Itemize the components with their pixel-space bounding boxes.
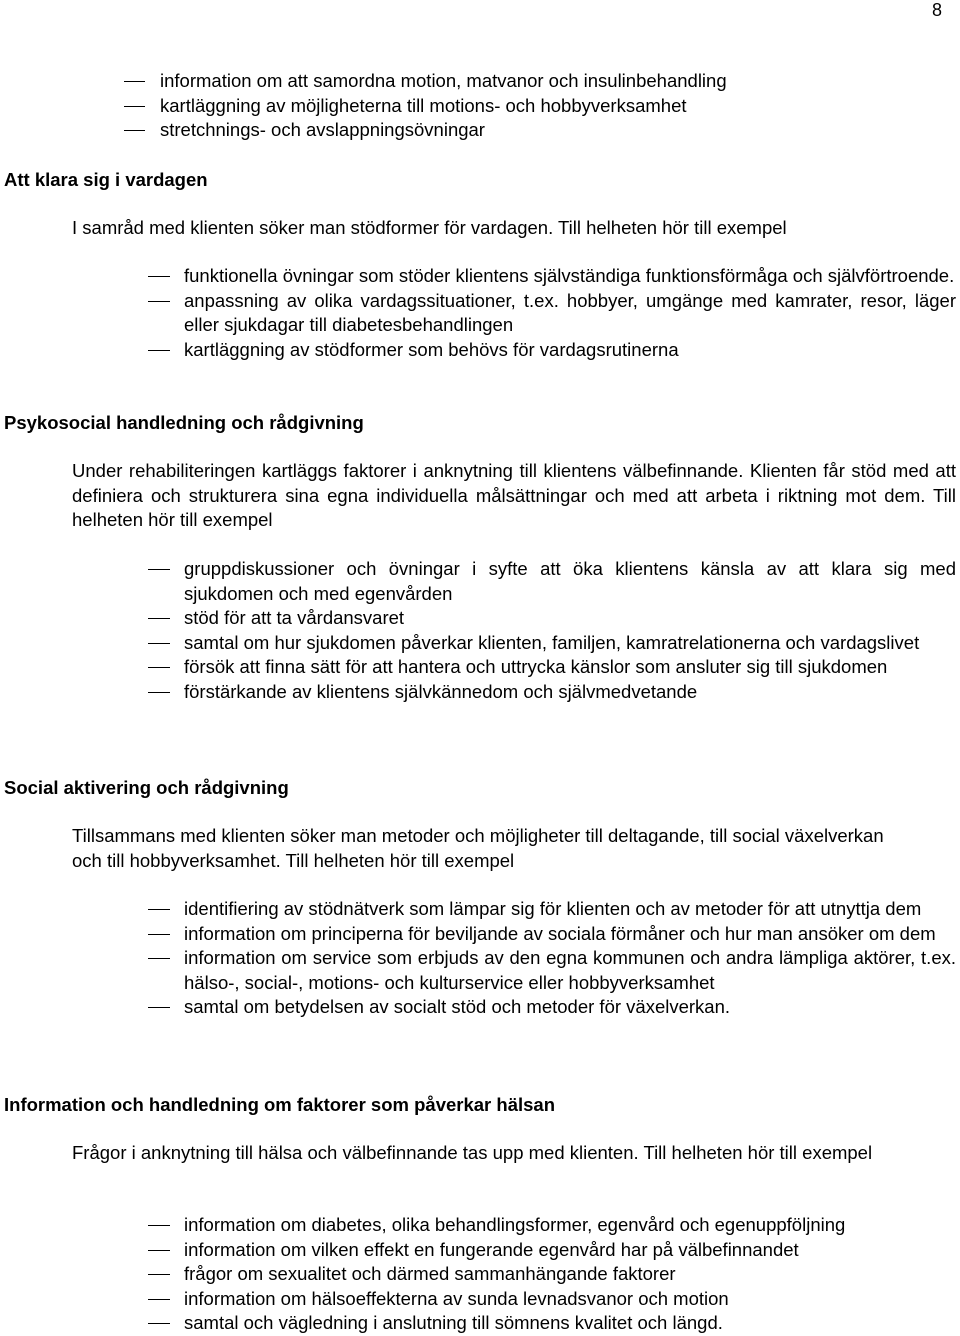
list-item-text: information om principerna för beviljande av sociala förmåner och hur man ansöker om dem [184, 922, 936, 944]
list-item [0, 1287, 956, 1312]
section-paragraph: Frågor i anknytning till hälsa och välbefinnande tas upp med klienten. Till helheten hör till exempel [72, 1142, 873, 1163]
list-item [0, 655, 956, 680]
dash-bullet [148, 667, 170, 668]
section-heading: Social aktivering och rådgivning [4, 777, 289, 798]
dash-bullet [148, 1007, 170, 1008]
list-item [0, 289, 956, 338]
list-item [0, 1311, 956, 1336]
section-list [0, 897, 956, 1020]
section-list [0, 264, 956, 362]
list-item [0, 606, 956, 631]
list-item [0, 1213, 956, 1238]
list-item-text: information om hälsoeffekterna av sunda levnadsvanor och motion [184, 1287, 729, 1309]
list-item-text: gruppdiskussioner och övningar i syfte att öka klientens känsla av att klara sig med sjukdomen och med egenvården [184, 558, 956, 604]
list-item [0, 995, 956, 1020]
list-item-text: samtal om hur sjukdomen påverkar klienten, familjen, kamratrelationerna och vardagslivet [184, 631, 920, 653]
section-list [0, 557, 956, 704]
list-item-text: samtal om betydelsen av socialt stöd och metoder för växelverkan. [184, 996, 731, 1017]
list-item [0, 338, 956, 363]
list-item-text: anpassning av olika vardagssituationer, t.ex. hobbyer, umgänge med kamrater, resor, läger eller sjukdagar till diabetesbehandlingen [184, 289, 956, 335]
list-item [0, 1262, 956, 1287]
dash-bullet [148, 958, 170, 959]
list-item-text: kartläggning av stödformer som behövs för vardagsrutinerna [184, 338, 679, 360]
list-item-text: funktionella övningar som stöder klientens självständiga funktionsförmåga och självförtroende. [184, 265, 955, 286]
list-item [0, 94, 727, 119]
list-item [0, 631, 956, 656]
list-item [0, 897, 956, 922]
page-number: 8 [931, 0, 942, 20]
dash-bullet [148, 1299, 170, 1300]
dash-bullet [148, 350, 170, 351]
section-heading: Att klara sig i vardagen [4, 169, 208, 190]
section-heading: Information och handledning om faktorer som påverkar hälsan [4, 1094, 555, 1115]
list-item-text: kartläggning av möjligheterna till motions- och hobbyverksamhet [160, 94, 687, 116]
dash-bullet [148, 569, 170, 570]
section-heading: Psykosocial handledning och rådgivning [4, 412, 364, 433]
dash-bullet [148, 934, 170, 935]
section-list [0, 1213, 956, 1336]
list-item-text: frågor om sexualitet och därmed sammanhängande faktorer [184, 1263, 676, 1284]
dash-bullet [124, 130, 145, 131]
dash-bullet [148, 692, 170, 693]
dash-bullet [148, 1250, 170, 1251]
dash-bullet [148, 1323, 170, 1324]
dash-bullet [124, 106, 145, 107]
list-item-text: förstärkande av klientens självkännedom och självmedvetande [184, 680, 698, 702]
section-paragraph: Under rehabiliteringen kartläggs faktorer i anknytning till klientens välbefinnande. Klienten får stöd med att definiera och strukturera sina egna individuella målsättningar och med att arbeta i riktning mot dem. Till helheten hör till exempel [72, 460, 956, 530]
list-item [0, 922, 956, 947]
list-item-text: stöd för att ta vårdansvaret [184, 607, 405, 628]
intro-list [0, 69, 727, 143]
section-paragraph: Tillsammans med klienten söker man metoder och möjligheter till deltagande, till social växelverkan och till hobbyverksamhet. Till helheten hör till exempel [72, 825, 884, 871]
list-item-text: information om diabetes, olika behandlingsformer, egenvård och egenuppföljning [184, 1214, 846, 1235]
list-item [0, 557, 956, 606]
dash-bullet [148, 1225, 170, 1226]
section-paragraph: I samråd med klienten söker man stödformer för vardagen. Till helheten hör till exempel [72, 217, 787, 238]
list-item [0, 1238, 956, 1263]
list-item-text: information om att samordna motion, matvanor och insulinbehandling [160, 70, 727, 91]
dash-bullet [148, 301, 170, 302]
dash-bullet [148, 643, 170, 644]
list-item [0, 946, 956, 995]
list-item [0, 264, 956, 289]
list-item-text: försök att finna sätt för att hantera och uttrycka känslor som ansluter sig till sjukdomen [184, 656, 888, 677]
dash-bullet [148, 1274, 170, 1275]
list-item-text: stretchnings- och avslappningsövningar [160, 119, 485, 140]
list-item [0, 680, 956, 705]
list-item [0, 69, 727, 94]
list-item-text: identifiering av stödnätverk som lämpar sig för klienten och av metoder för att utnyttja dem [184, 898, 922, 919]
list-item [0, 118, 727, 143]
dash-bullet [148, 276, 170, 277]
dash-bullet [148, 909, 170, 910]
list-item-text: information om service som erbjuds av den egna kommunen och andra lämpliga aktörer, t.ex. hälso-, social-, motions- och kulturservice eller hobbyverksamhet [184, 947, 956, 993]
dash-bullet [148, 618, 170, 619]
list-item-text: information om vilken effekt en fungerande egenvård har på välbefinnandet [184, 1238, 799, 1260]
list-item-text: samtal och vägledning i anslutning till sömnens kvalitet och längd. [184, 1312, 723, 1333]
dash-bullet [124, 81, 145, 82]
